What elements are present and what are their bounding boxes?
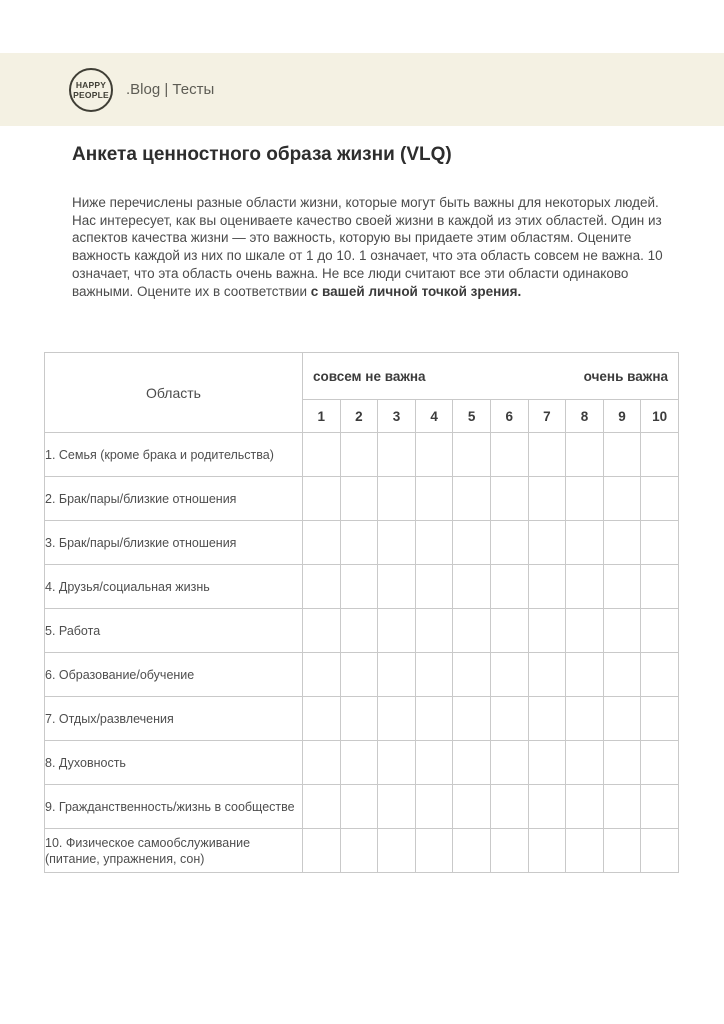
rating-cell[interactable] [641,521,679,565]
scale-number-header: 7 [528,400,566,433]
rating-cell[interactable] [340,653,378,697]
breadcrumb[interactable]: .Blog | Тесты [126,81,215,98]
rating-cell[interactable] [378,609,416,653]
rating-cell[interactable] [415,785,453,829]
intro-text: Ниже перечислены разные области жизни, которые могут быть важны для некоторых людей. Нас интересует, как вы оцениваете качество своей жизни в каждой из этих областей. Один из аспектов качества жизни — это важность, которую вы придаете этим областям. Оцените важность каждой из них по шкале от 1 до 10. 1 означает, что эта область совсем не важна. 10 означает, что эта область очень важна. Не все люди считают все эти области одинаково важными. Оцените их в соответствии [72,195,663,299]
scale-labels [303,369,678,384]
rating-cell[interactable] [641,565,679,609]
rating-cell[interactable] [340,829,378,873]
rating-cell[interactable] [453,785,491,829]
logo-text-line2: PEOPLE [73,89,109,100]
scale-number-header: 8 [566,400,604,433]
rating-cell[interactable] [378,741,416,785]
scale-number-header: 5 [453,400,491,433]
area-label: 1. Семья (кроме брака и родительства) [45,433,303,477]
rating-cell[interactable] [415,521,453,565]
rating-cell[interactable] [490,433,528,477]
rating-cell[interactable] [641,653,679,697]
rating-cell[interactable] [303,785,341,829]
rating-cell[interactable] [603,477,641,521]
logo-text-line1: HAPPY [75,79,107,90]
rating-cell[interactable] [453,609,491,653]
rating-cell[interactable] [378,433,416,477]
rating-cell[interactable] [378,565,416,609]
rating-cell[interactable] [566,785,604,829]
rating-cell[interactable] [566,829,604,873]
rating-cell[interactable] [340,565,378,609]
area-label: 8. Духовность [45,741,303,785]
rating-cell[interactable] [303,433,341,477]
rating-cell[interactable] [453,477,491,521]
rating-cell[interactable] [415,829,453,873]
table-row [45,521,679,565]
scale-number-header: 2 [340,400,378,433]
rating-cell[interactable] [303,521,341,565]
rating-cell[interactable] [641,697,679,741]
scale-number-header: 9 [603,400,641,433]
rating-cell[interactable] [303,653,341,697]
rating-cell[interactable] [641,741,679,785]
vlq-rating-table [44,352,679,873]
rating-cell[interactable] [303,741,341,785]
rating-cell[interactable] [490,653,528,697]
intro-bold-text: с вашей личной точкой зрения. [310,283,522,299]
scale-number-header: 1 [303,400,341,433]
rating-cell[interactable] [415,741,453,785]
rating-cell[interactable] [528,477,566,521]
rating-cell[interactable] [528,521,566,565]
rating-cell[interactable] [378,477,416,521]
site-header [0,53,724,126]
rating-cell[interactable] [566,565,604,609]
rating-cell[interactable] [453,829,491,873]
area-label: 5. Работа [45,609,303,653]
table-row [45,477,679,521]
rating-cell[interactable] [340,785,378,829]
rating-cell[interactable] [453,565,491,609]
rating-cell[interactable] [340,741,378,785]
rating-cell[interactable] [566,433,604,477]
rating-cell[interactable] [603,697,641,741]
rating-cell[interactable] [415,565,453,609]
rating-cell[interactable] [340,521,378,565]
rating-cell[interactable] [528,829,566,873]
rating-cell[interactable] [566,521,604,565]
rating-cell[interactable] [378,785,416,829]
rating-cell[interactable] [453,741,491,785]
rating-cell[interactable] [490,785,528,829]
rating-cell[interactable] [603,829,641,873]
scale-number-header: 6 [490,400,528,433]
rating-cell[interactable] [453,521,491,565]
scale-label-row [45,353,679,400]
area-label: 2. Брак/пары/близкие отношения [45,477,303,521]
scale-number-header: 4 [415,400,453,433]
table-row [45,829,679,873]
rating-cell[interactable] [603,653,641,697]
rating-cell[interactable] [303,477,341,521]
area-label: 4. Друзья/социальная жизнь [45,565,303,609]
rating-cell[interactable] [641,785,679,829]
rating-cell[interactable] [641,829,679,873]
rating-cell[interactable] [415,433,453,477]
rating-cell[interactable] [415,653,453,697]
rating-cell[interactable] [378,521,416,565]
rating-cell[interactable] [303,829,341,873]
rating-cell[interactable] [303,565,341,609]
rating-cell[interactable] [641,433,679,477]
rating-cell[interactable] [490,609,528,653]
document-body [72,143,664,300]
intro-paragraph [72,194,664,300]
table-row [45,697,679,741]
table-row [45,785,679,829]
rating-cell[interactable] [528,785,566,829]
area-label: 10. Физическое самообслуживание (питание, упражнения, сон) [45,829,303,873]
rating-cell[interactable] [340,697,378,741]
rating-cell[interactable] [340,609,378,653]
scale-left-label: совсем не важна [313,368,426,384]
area-label: 6. Образование/обучение [45,653,303,697]
rating-cell[interactable] [528,609,566,653]
rating-cell[interactable] [603,741,641,785]
rating-cell[interactable] [528,741,566,785]
rating-cell[interactable] [528,653,566,697]
rating-cell[interactable] [490,565,528,609]
rating-cell[interactable] [415,609,453,653]
page-title: Анкета ценностного образа жизни (VLQ) [72,144,452,165]
rating-cell[interactable] [490,521,528,565]
rating-cell[interactable] [566,477,604,521]
rating-cell[interactable] [415,477,453,521]
area-label: 3. Брак/пары/близкие отношения [45,521,303,565]
rating-cell[interactable] [603,609,641,653]
rating-cell[interactable] [490,697,528,741]
area-column-header: Область [45,353,303,433]
rating-cell[interactable] [603,565,641,609]
rating-cell[interactable] [641,477,679,521]
table-row [45,433,679,477]
rating-cell[interactable] [490,741,528,785]
scale-header-cell [303,353,679,400]
rating-cell[interactable] [378,653,416,697]
rating-cell[interactable] [566,741,604,785]
rating-cell[interactable] [453,697,491,741]
rating-cell[interactable] [603,785,641,829]
rating-cell[interactable] [641,609,679,653]
rating-cell[interactable] [566,609,604,653]
rating-cell[interactable] [566,697,604,741]
rating-cell[interactable] [528,433,566,477]
table-row [45,565,679,609]
rating-cell[interactable] [490,477,528,521]
table-row [45,741,679,785]
rating-cell[interactable] [453,653,491,697]
scale-number-header: 3 [378,400,416,433]
happy-people-logo[interactable] [69,68,113,112]
rating-cell[interactable] [303,609,341,653]
rating-cell[interactable] [603,521,641,565]
area-label: 7. Отдых/развлечения [45,697,303,741]
rating-cell[interactable] [340,433,378,477]
table-row [45,653,679,697]
rating-cell[interactable] [378,829,416,873]
area-label: 9. Гражданственность/жизнь в сообществе [45,785,303,829]
rating-cell[interactable] [566,653,604,697]
rating-cell[interactable] [490,829,528,873]
scale-right-label: очень важна [583,368,668,384]
rating-cell[interactable] [453,433,491,477]
rating-cell[interactable] [528,565,566,609]
rating-cell[interactable] [303,697,341,741]
scale-number-header: 10 [641,400,679,433]
table-row [45,609,679,653]
rating-cell[interactable] [603,433,641,477]
rating-cell[interactable] [415,697,453,741]
rating-cell[interactable] [528,697,566,741]
rating-cell[interactable] [340,477,378,521]
rating-cell[interactable] [378,697,416,741]
